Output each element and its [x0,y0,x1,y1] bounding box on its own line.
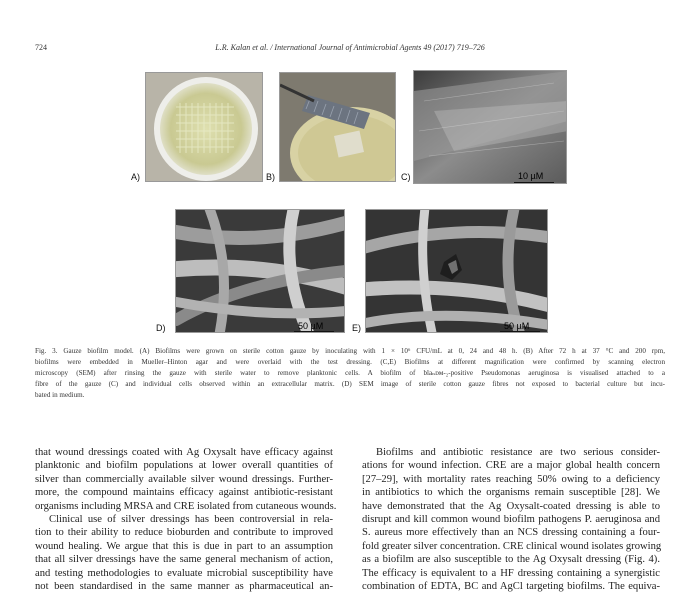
running-title: L.R. Kalan et al. / International Journal of Antimicrobial Agents 49 (2017) 719–726 [215,43,485,52]
sem-gauze-fibres-image [176,210,345,333]
text-line: organisms including MRSA and CRE isolated from cutaneous wounds. [35,500,337,512]
scale-bar-c [514,182,554,183]
figure-panel-c [413,70,567,184]
figure-panel-b [279,72,396,182]
panel-label-a: A) [131,172,140,182]
scale-label-c: 10 µM [518,171,544,181]
text-line: ations for wound infection. CRE are a major global health concern [362,460,660,472]
forceps-gauze-image [280,73,396,182]
text-line: S. aureus more effectively than an NCS dressing containing a four- [362,527,660,539]
body-column-right [362,446,660,593]
scale-bar-e [500,331,540,332]
text-line: in antibiotics to which the organisms remain susceptible [28]. We [362,487,660,499]
sem-biofilm-image [414,71,567,184]
caption-line: biofilms were embedded in Mueller–Hinton agar and were overlaid with the test dressing. (C,E) Biofilms at different magnification were confirmed by scanning electron [35,358,665,366]
caption-line: bated in medium. [35,391,85,399]
figure-panel-a [145,72,263,182]
text-line: more, the compound maintains efficacy against antibiotic-resistant [35,487,333,499]
scale-label-d: 50 µM [298,321,324,331]
page-number: 724 [35,43,47,52]
text-line: tion to their ability to reduce bioburden and contribute to improved [35,527,333,539]
text-line: disrupt and kill common wound biofilm pathogens P. aeruginosa and [362,514,660,526]
text-line: have demonstrated that the Ag Oxysalt-coated dressing is able to [362,500,660,512]
panel-label-b: B) [266,172,275,182]
scale-bar-d [294,331,334,332]
figure-caption [35,346,665,401]
text-line: planktonic and biofilm populations at lower overall quantities of [35,460,333,472]
text-line: Clinical use of silver dressings has been controversial in rela- [49,514,333,526]
text-line: fold greater silver concentration. CRE clinical wound isolates growing [362,540,662,552]
caption-line: microscopy (SEM) after rinsing the gauze with sterile water to remove planktonic cells. A biofilm of blaₙᴅᴍ-₂-positive Pseudomonas aeruginosa is visualised attached to a [35,369,665,377]
figure-panel-e [365,209,548,333]
panel-label-c: C) [401,172,411,182]
petri-dish-gauze-image [146,73,263,182]
text-line: combination of EDTA, BC and AgCl targeting biofilms. The equiva- [362,581,660,593]
sem-biofilm-matrix-image [366,210,548,333]
caption-line: fibre of the gauze (C) and individual cells observed within an extracellular matrix. (D) SEM image of sterile cotton gauze fibres not exposed to bacterial culture but incu- [35,380,665,388]
panel-label-d: D) [156,323,166,333]
text-line: and testing methodologies to evaluate microbial susceptibility have [35,567,333,579]
text-line: silver than commercially available silver wound dressings. Further- [35,473,333,485]
text-line: [27–29], with mortality rates reaching 50% owing to a deficiency [362,473,660,485]
text-line: that wound dressings coated with Ag Oxysalt have efficacy against [35,447,333,458]
figure-panel-d [175,209,345,333]
text-line: The efficacy is equivalent to a HF dressing containing a synergistic [362,567,660,579]
text-line: as a biofilm are also susceptible to the Ag Oxysalt dressing (Fig. 4). [362,554,660,566]
text-line: not been standardised in the same manner as pharmaceutical an- [35,581,333,593]
body-column-left [35,446,337,593]
text-line: Biofilms and antibiotic resistance are two serious consider- [376,447,660,458]
text-line: wound healing. We argue that this is due in part to an assumption [35,540,333,552]
panel-label-e: E) [352,323,361,333]
caption-line: Fig. 3. Gauze biofilm model. (A) Biofilms were grown on sterile cotton gauze by inoculating with 1 × 10⁶ CFU/mL at 0, 24 and 48 h. (B) After 72 h at 37 °C and 200 rpm, [35,347,665,355]
text-line: that all silver dressings have the same general mechanism of action, [35,554,333,566]
scale-label-e: 50 µM [504,321,530,331]
